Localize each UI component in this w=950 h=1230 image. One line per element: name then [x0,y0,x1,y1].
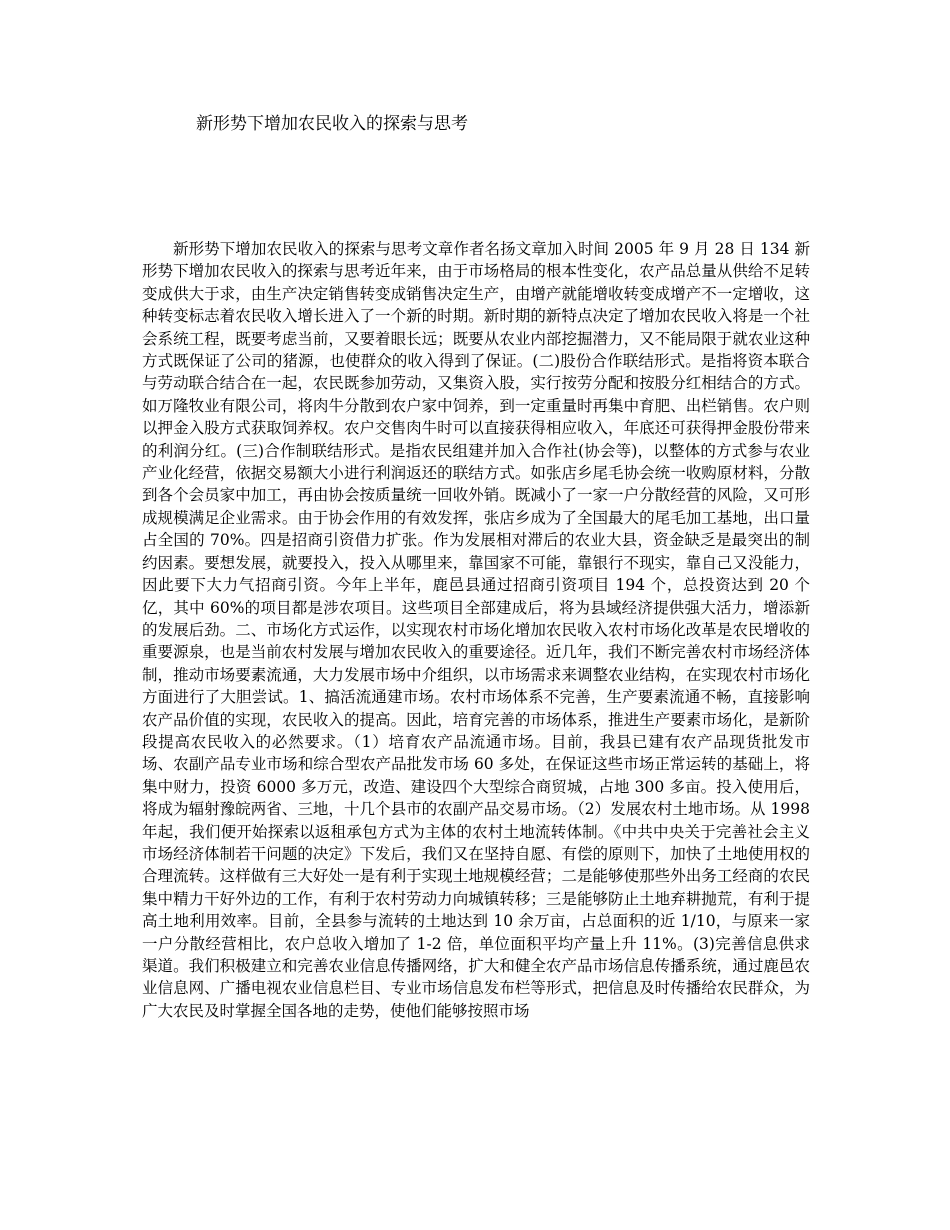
document-body-paragraph: 新形势下增加农民收入的探索与思考文章作者名扬文章加入时间 2005 年 9 月 28 日 134 新形势下增加农民收入的探索与思考近年来，由于市场格局的根本性变化，农产品总量从供给不足转变成供大于求，由生产决定销售转变成销售决定生产，由增产就能增收转变成增产不一定增收，这种转变标志着农民收入增长进入了一个新的时期。新时期的新特点决定了增加农民收入将是一个社会系统工程，既要考虑当前，又要着眼长远；既要从农业内部挖掘潜力，又不能局限于就农业这种方式既保证了公司的猪源，也使群众的收入得到了保证。(二)股份合作联结形式。是指将资本联合与劳动联合结合在一起，农民既参加劳动，又集资入股，实行按劳分配和按股分红相结合的方式。如万隆牧业有限公司，将肉牛分散到农户家中饲养，到一定重量时再集中育肥、出栏销售。农户则以押金入股方式获取饲养权。农户交售肉牛时可以直接获得相应收入，年底还可获得押金股份带来的利润分红。(三)合作制联结形式。是指农民组建并加入合作社(协会等)，以整体的方式参与农业产业化经营，依据交易额大小进行利润返还的联结方式。如张店乡尾毛协会统一收购原材料，分散到各个会员家中加工，再由协会按质量统一回收外销。既减小了一家一户分散经营的风险，又可形成规模满足企业需求。由于协会作用的有效发挥，张店乡成为了全国最大的尾毛加工基地，出口量占全国的 70%。四是招商引资借力扩张。作为发展相对滞后的农业大县，资金缺乏是最突出的制约因素。要想发展，就要投入，投入从哪里来，靠国家不可能，靠银行不现实，靠自己又没能力，因此要下大力气招商引资。今年上半年，鹿邑县通过招商引资项目 194 个，总投资达到 20 个亿，其中 60%的项目都是涉农项目。这些项目全部建成后，将为县域经济提供强大活力，增添新的发展后劲。二、市场化方式运作，以实现农村市场化增加农民收入农村市场化改革是农民增收的重要源泉，也是当前农村发展与增加农民收入的重要途径。近几年，我们不断完善农村市场经济体制，推动市场要素流通，大力发展市场中介组织，以市场需求来调整农业结构，在实现农村市场化方面进行了大胆尝试。1、搞活流通建市场。农村市场体系不完善，生产要素流通不畅，直接影响农产品价值的实现，农民收入的提高。因此，培育完善的市场体系，推进生产要素市场化，是新阶段提高农民收入的必然要求。（1）培育农产品流通市场。目前，我县已建有农产品现货批发市场、农副产品专业市场和综合型农产品批发市场 60 多处，在保证这些市场正常运转的基础上，将集中财力，投资 6000 多万元，改造、建设四个大型综合商贸城，占地 300 多亩。投入使用后，将成为辐射豫皖两省、三地，十几个县市的农副产品交易市场。（2）发展农村土地市场。从 1998 年起，我们便开始探索以返租承包方式为主体的农村土地流转体制。《中共中央关于完善社会主义市场经济体制若干问题的决定》下发后，我们又在坚持自愿、有偿的原则下，加快了土地使用权的合理流转。这样做有三大好处一是有利于实现土地规模经营；二是能够使那些外出务工经商的农民集中精力干好外边的工作，有利于农村劳动力向城镇转移；三是能够防止土地弃耕抛荒，有利于提高土地利用效率。目前，全县参与流转的土地达到 10 余万亩，占总面积的近 1/10，与原来一家一户分散经营相比，农户总收入增加了 1-2 倍，单位面积平均产量上升 11%。(3)完善信息供求渠道。我们积极建立和完善农业信息传播网络，扩大和健全农产品市场信息传播系统，通过鹿邑农业信息网、广播电视农业信息栏目、专业市场信息发布栏等形式，把信息及时传播给农民群众，为广大农民及时掌握全国各地的走势，使他们能够按照市场 [142,240,810,1020]
document-title: 新形势下增加农民收入的探索与思考 [196,114,468,134]
